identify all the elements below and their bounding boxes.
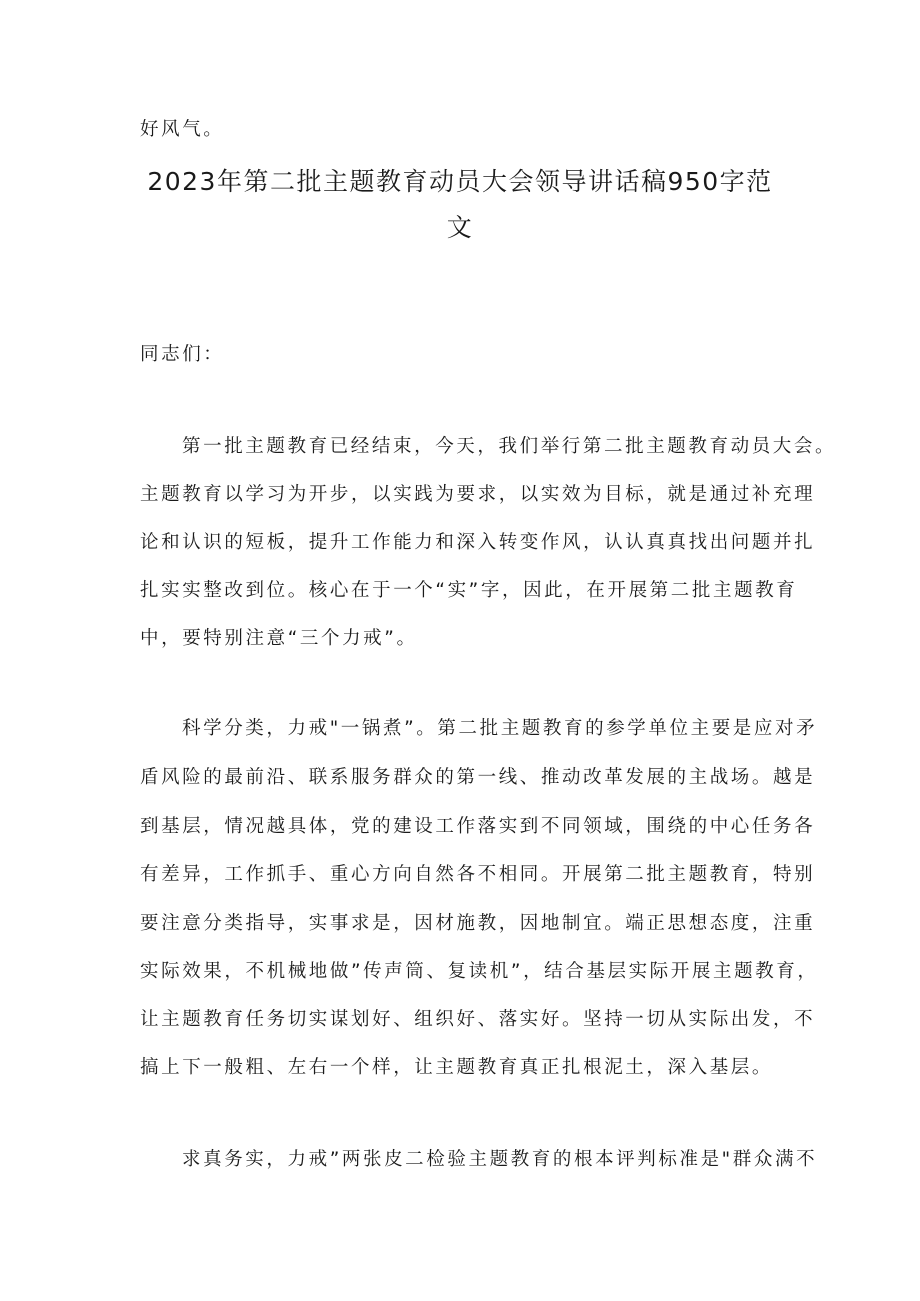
paragraph-line: 主题教育以学习为开步，以实践为要求，以实效为目标，就是通过补充理 [140,484,816,505]
paragraph-line: 扎实实整改到位。核心在于一个“实”字，因此，在开展第二批主题教育 [140,580,798,601]
paragraph-line: 让主题教育任务切实谋划好、组织好、落实好。坚持一切从实际出发，不 [140,1009,816,1030]
paragraph-line: 中，要特别注意“三个力戒”。 [140,628,418,649]
paragraph-line: 求真务实，力戒”两张皮二检验主题教育的根本评判标准是"群众满不 [182,1149,818,1170]
paragraph-line: 论和认识的短板，提升工作能力和深入转变作风，认认真真找出问题并扎 [140,532,816,553]
paragraph-line: 搞上下一般粗、左右一个样，让主题教育真正扎根泥土，深入基层。 [140,1057,774,1078]
previous-paragraph-tail: 好风气。 [140,119,225,140]
salutation: 同志们： [140,344,225,365]
paragraph-line: 实际效果，不机械地做”传声筒、复读机”，结合基层实际开展主题教育， [140,961,819,982]
paragraph-line: 科学分类，力戒"一锅煮”。第二批主题教育的参学单位主要是应对矛 [182,718,818,739]
document-title-line-2: 文 [446,213,474,242]
document-title-line-1: 2023年第二批主题教育动员大会领导讲话稿950字范 [147,167,773,196]
paragraph-line: 要注意分类指导，实事求是，因材施教，因地制宜。端正思想态度，注重 [140,913,816,934]
paragraph-line: 有差异，工作抓手、重心方向自然各不相同。开展第二批主题教育，特别 [140,864,816,885]
paragraph-line: 到基层，情况越具体，党的建设工作落实到不同领域，围绕的中心任务各 [140,816,816,837]
paragraph-line: 第一批主题教育已经结束，今天，我们举行第二批主题教育动员大会。 [182,436,837,457]
paragraph-line: 盾风险的最前沿、联系服务群众的第一线、推动改革发展的主战场。越是 [140,767,816,788]
